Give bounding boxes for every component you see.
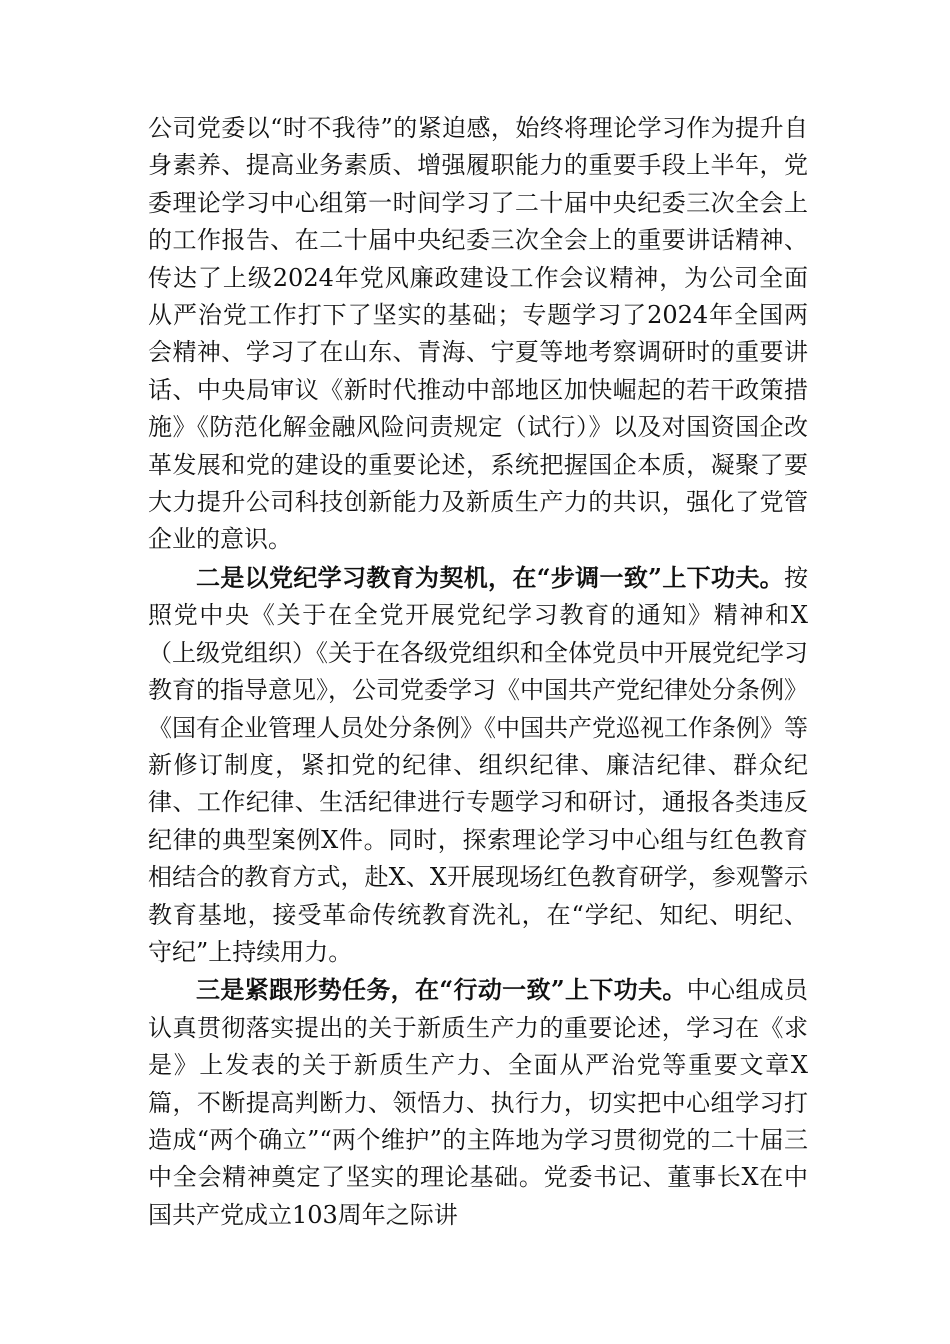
paragraph-lead-heading: 三是紧跟形势任务，在“行动一致”上下功夫。 [196,975,687,1005]
paragraph-body: 公司党委以“时不我待”的紧迫感，始终将理论学习作为提升自身素养、提高业务素质、增强履职能力的重要手段上半年，党委理论学习中心组第一时间学习了二十届中央纪委三次全会上的工作报告、在二十届中央纪委三次全会上的重要讲话精神、传达了上级2024年党风廉政建设工作会议精神，为公司全面从严治党工作打下了坚实的基础；专题学习了2024年全国两会精神、学习了在山东、青海、宁夏等地考察调研时的重要讲话、中央局审议《新时代推动中部地区加快崛起的若干政策措施》《防范化解金融风险问责规定（试行）》以及对国资国企改革发展和党的建设的重要论述，系统把握国企本质，凝聚了要大力提升公司科技创新能力及新质生产力的共识，强化了党管企业的意识。 [148,114,808,554]
paragraph-theory-study [148,110,808,559]
paragraph-lead-heading: 二是以党纪学习教育为契机，在“步调一致”上下功夫。 [196,562,784,592]
document-page [148,110,808,1234]
paragraph-discipline-education [148,559,808,971]
paragraph-follow-situation [148,971,808,1234]
paragraph-body: 按照党中央《关于在全党开展党纪学习教育的通知》精神和X（上级党组织）《关于在各级党组织和全体党员中开展党纪学习教育的指导意见》，公司党委学习《中国共产党纪律处分条例》《国有企业管理人员处分条例》《中国共产党巡视工作条例》等新修订制度，紧扣党的纪律、组织纪律、廉洁纪律、群众纪律、工作纪律、生活纪律进行专题学习和研讨，通报各类违反纪律的典型案例X件。同时，探索理论学习中心组与红色教育相结合的教育方式，赴X、X开展现场红色教育研学，参观警示教育基地，接受革命传统教育洗礼，在“学纪、知纪、明纪、守纪”上持续用力。 [148,563,808,966]
paragraph-body: 中心组成员认真贯彻落实提出的关于新质生产力的重要论述，学习在《求是》上发表的关于新质生产力、全面从严治党等重要文章X篇，不断提高判断力、领悟力、执行力，切实把中心组学习打造成“两个确立”“两个维护”的主阵地为学习贯彻党的二十届三中全会精神奠定了坚实的理论基础。党委书记、董事长X在中国共产党成立103周年之际讲 [148,976,808,1229]
